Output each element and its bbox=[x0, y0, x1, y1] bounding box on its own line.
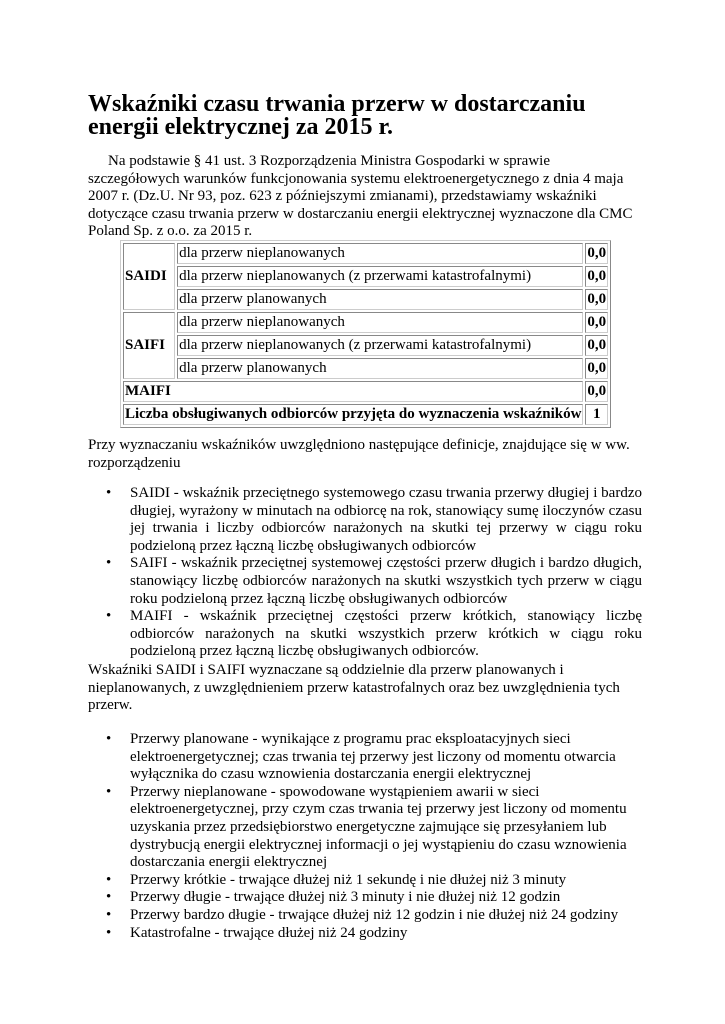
row-value: 0,0 bbox=[585, 335, 608, 356]
list-item bbox=[88, 555, 642, 608]
list-item-text: Przerwy długie - trwające dłużej niż 3 minuty i nie dłużej niż 12 godzin bbox=[130, 889, 561, 906]
maifi-label: MAIFI bbox=[123, 381, 583, 402]
list-item bbox=[88, 784, 642, 872]
maifi-value: 0,0 bbox=[585, 381, 608, 402]
bullet-icon: • bbox=[106, 555, 112, 572]
table-row bbox=[123, 358, 608, 379]
list-item-text: Przerwy planowane - wynikające z programu prac eksploatacyjnych sieci elektroenergetycznej; czas trwania tej przerwy jest liczony od momentu otwarcia wyłącznika do czasu wznowienia dostarczania energii elektrycznej bbox=[130, 731, 616, 783]
list-item bbox=[88, 731, 642, 784]
saifi-label: SAIFI bbox=[123, 312, 175, 379]
bullet-icon: • bbox=[106, 924, 112, 941]
list-item bbox=[88, 925, 642, 943]
page-title: Wskaźniki czasu trwania przerw w dostarczaniu energii elektrycznej za 2015 r. bbox=[88, 91, 586, 140]
list-item-text: Przerwy bardzo długie - trwające dłużej niż 12 godzin i nie dłużej niż 24 godziny bbox=[130, 906, 619, 923]
table-row bbox=[123, 335, 608, 356]
bullet-icon: • bbox=[106, 906, 112, 923]
list-item-text: Katastrofalne - trwające dłużej niż 24 godziny bbox=[130, 924, 408, 941]
row-desc: dla przerw nieplanowanych bbox=[177, 312, 583, 333]
list-item-text: SAIFI - wskaźnik przeciętnej systemowej częstości przerw długich i bardzo długich, stanowiący liczbę odbiorców narażonych na skutki wszystkich tych przerw w ciągu roku podzieloną przez łączną liczbę obsługiwanych odbiorców bbox=[130, 555, 642, 607]
separation-note: Wskaźniki SAIDI i SAIFI wyznaczane są oddzielnie dla przerw planowanych i nieplanowanych, z uwzględnieniem przerw katastrofalnych oraz bez uwzględnienia tych przerw. bbox=[88, 662, 620, 714]
bullet-icon: • bbox=[106, 731, 112, 747]
list-item bbox=[88, 889, 642, 907]
list-item-text: SAIDI - wskaźnik przeciętnego systemowego czasu trwania przerwy długiej i bardzo długiej, wyrażony w minutach na odbiorcę na rok, stanowiący sumę iloczynów czasu jej trwania i liczby odbiorców narażonych na skutki tej przerwy w ciągu roku podzieloną przez łączną liczbę obsługiwanych odbiorców bbox=[130, 485, 642, 554]
row-value: 0,0 bbox=[585, 358, 608, 379]
saidi-label: SAIDI bbox=[123, 243, 175, 310]
interruption-types-list bbox=[88, 731, 642, 942]
list-item-text: Przerwy krótkie - trwające dłużej niż 1 sekundę i nie dłużej niż 3 minuty bbox=[130, 871, 567, 888]
definitions-list bbox=[88, 485, 642, 661]
table-row bbox=[123, 243, 608, 264]
table-row bbox=[123, 312, 608, 333]
table-row bbox=[123, 404, 608, 425]
intro-paragraph: Na podstawie § 41 ust. 3 Rozporządzenia Ministra Gospodarki w sprawie szczegółowych warunków funkcjonowania systemu elektroenergetycznego z dnia 4 maja 2007 r. (Dz.U. Nr 93, poz. 623 z późniejszymi zmianami), przedstawiamy wskaźniki dotyczące czasu trwania przerw w dostarczaniu energii elektrycznej wyznaczone dla CMC Poland Sp. z o.o. za 2015 r. bbox=[88, 153, 633, 240]
row-desc: dla przerw nieplanowanych bbox=[177, 243, 583, 264]
bullet-icon: • bbox=[106, 485, 112, 501]
row-desc: dla przerw nieplanowanych (z przerwami katastrofalnymi) bbox=[177, 335, 583, 356]
definitions-intro: Przy wyznaczaniu wskaźników uwzględniono następujące definicje, znajdujące się w ww. rozporządzeniu bbox=[88, 437, 630, 471]
customers-value: 1 bbox=[585, 404, 608, 425]
customers-label: Liczba obsługiwanych odbiorców przyjęta do wyznaczenia wskaźników bbox=[123, 404, 583, 425]
list-item bbox=[88, 907, 642, 925]
indicators-table bbox=[120, 240, 611, 428]
table-row bbox=[123, 266, 608, 287]
list-item bbox=[88, 872, 642, 890]
bullet-icon: • bbox=[106, 783, 112, 800]
row-value: 0,0 bbox=[585, 312, 608, 333]
row-value: 0,0 bbox=[585, 289, 608, 310]
bullet-icon: • bbox=[106, 889, 112, 906]
row-value: 0,0 bbox=[585, 243, 608, 264]
row-desc: dla przerw nieplanowanych (z przerwami katastrofalnymi) bbox=[177, 266, 583, 287]
bullet-icon: • bbox=[106, 871, 112, 888]
list-item-text: Przerwy nieplanowane - spowodowane wystąpieniem awarii w sieci elektroenergetycznej, przy czym czas trwania tej przerwy jest liczony od momentu uzyskania przez przedsiębiorstwo energetyczne zajmujące się przesyłaniem lub dystrybucją energii elektrycznej informacji o jej wystąpieniu do czasu wznowienia dostarczania energii elektrycznej bbox=[130, 783, 627, 871]
table-row bbox=[123, 289, 608, 310]
row-desc: dla przerw planowanych bbox=[177, 358, 583, 379]
list-item bbox=[88, 485, 642, 555]
list-item bbox=[88, 608, 642, 661]
row-desc: dla przerw planowanych bbox=[177, 289, 583, 310]
row-value: 0,0 bbox=[585, 266, 608, 287]
table-row bbox=[123, 381, 608, 402]
bullet-icon: • bbox=[106, 608, 112, 625]
list-item-text: MAIFI - wskaźnik przeciętnej częstości przerw krótkich, stanowiący liczbę odbiorców narażonych na skutki wszystkich przerw krótkich w ciągu roku podzieloną przez łączną liczbę obsługiwanych odbiorców. bbox=[130, 608, 642, 660]
